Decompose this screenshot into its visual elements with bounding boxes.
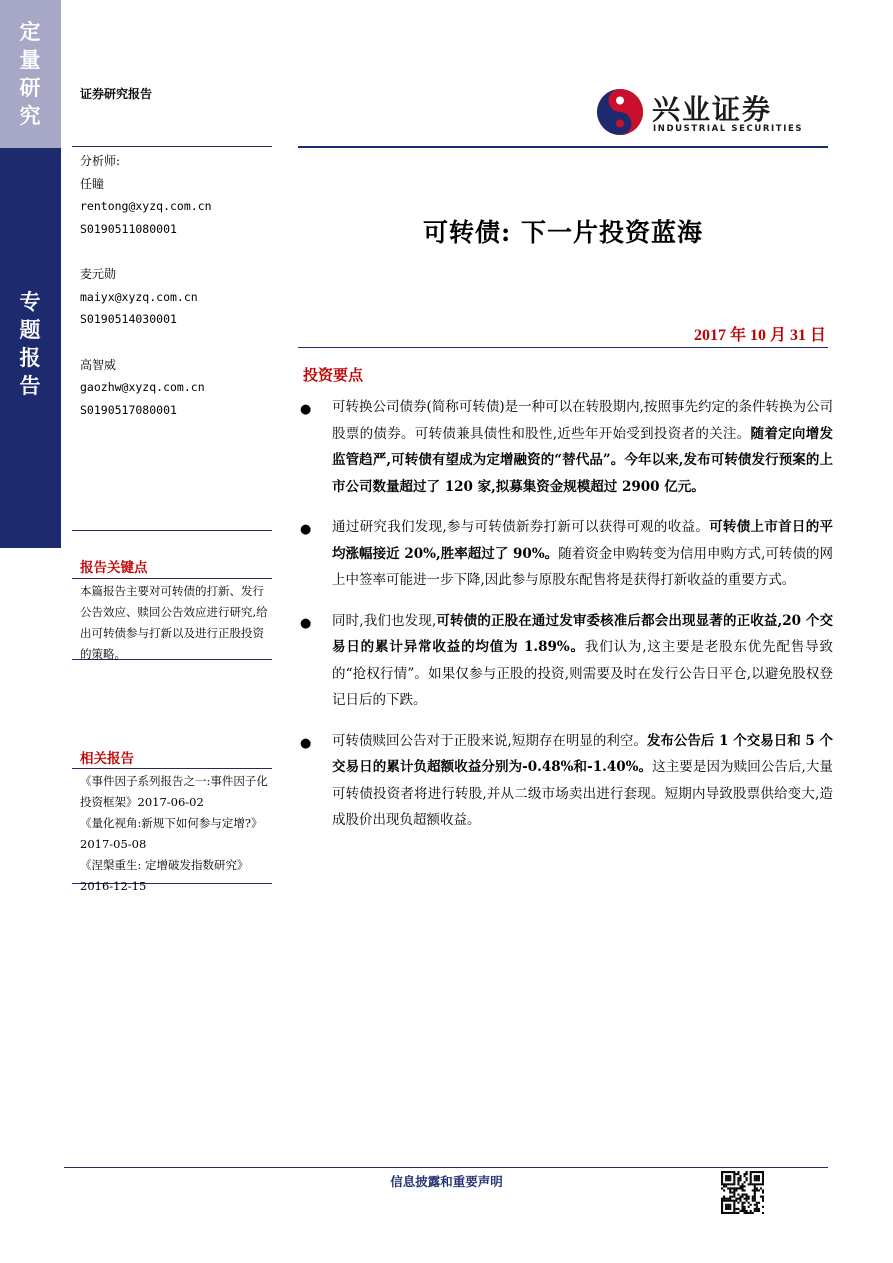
report-title: 可转债: 下一片投资蓝海 bbox=[423, 218, 703, 247]
analyst-email[interactable]: rentong@xyzq.com.cn bbox=[80, 199, 212, 213]
analyst-email[interactable]: maiyx@xyzq.com.cn bbox=[80, 289, 198, 304]
key-point-item bbox=[298, 394, 833, 500]
report-points-text: 本篇报告主要对可转债的打新、发行公告效应、赎回公告效应进行研究,给出可转债参与打新以及进行正股投资的策略。 bbox=[80, 584, 268, 661]
key-points-list bbox=[298, 394, 833, 848]
analyst-name: 任瞳 bbox=[80, 176, 105, 191]
key-point-text: 可转债的正股在通过发审委核准后都会出现显著的正收益,20 个交易日的累计异常收益的均值为 1.89%。 bbox=[332, 612, 833, 655]
sidebar-top-band bbox=[0, 0, 61, 148]
bullet-icon: ● bbox=[300, 735, 312, 751]
report-points-title: 报告关键点 bbox=[80, 560, 148, 576]
key-point-text: 同时,我们也发现, bbox=[332, 612, 437, 629]
bullet-icon: ● bbox=[300, 522, 312, 537]
logo-mark-icon bbox=[596, 86, 650, 138]
related-reports-title: 相关报告 bbox=[80, 751, 134, 767]
key-point-item bbox=[298, 608, 833, 714]
logo-chinese-text: 兴业证券 bbox=[652, 93, 773, 126]
analyst-list bbox=[80, 150, 270, 421]
analyst-email[interactable]: gaozhw@xyzq.com.cn bbox=[80, 380, 205, 394]
related-reports-box bbox=[72, 768, 272, 893]
sidebar-bottom-band bbox=[0, 148, 61, 548]
key-point-text: 可转换公司债券(简称可转债)是一种可以在转股期内,按照事先约定的条件转换为公司股票的债券。可转债兼具债性和股性,近些年开始受到投资者的关注。 bbox=[332, 399, 833, 442]
report-date: 2017 年 10 月 31 日 bbox=[693, 327, 826, 344]
logo-english-text: INDUSTRIAL SECURITIES bbox=[653, 124, 804, 134]
key-point-text: 我们认为,这主要是老股东优先配售导致的“抢权行情”。如果仅参与正股的投资,则需要及时在发行公告日平仓,以避免股权登记日后的下跌。 bbox=[332, 639, 833, 708]
key-point-text: 通过研究我们发现,参与可转债新券打新可以获得可观的收益。 bbox=[332, 519, 710, 535]
key-point-text: 可转债赎回公告对于正股来说,短期存在明显的利空。 bbox=[332, 732, 647, 749]
divider bbox=[72, 146, 272, 147]
divider bbox=[64, 1167, 828, 1168]
analyst-name: 麦元勋 bbox=[80, 267, 117, 281]
analyst-name: 高智威 bbox=[80, 357, 117, 372]
analyst-cert: S0190511080001 bbox=[80, 221, 177, 236]
sidebar-bottom-label: 专 题 报 告 bbox=[19, 289, 42, 398]
related-report-link[interactable]: 《事件因子系列报告之一:事件因子化投资框架》2017-06-02 bbox=[80, 774, 268, 809]
analyst-label: 分析师: bbox=[80, 154, 121, 168]
bullet-icon: ● bbox=[300, 615, 312, 631]
divider bbox=[298, 146, 828, 148]
sidebar-top-label: 定 量 研 究 bbox=[19, 19, 42, 128]
analyst-cert: S0190514030001 bbox=[80, 312, 177, 326]
report-points-box bbox=[72, 578, 272, 660]
key-point-text: 发布公告后 1 个交易日和 5 个交易日的累计负超额收益分别为-0.48%和-1.40%。 bbox=[332, 732, 834, 775]
key-point-item bbox=[298, 514, 833, 594]
key-point-item bbox=[298, 728, 833, 834]
divider bbox=[72, 530, 272, 531]
key-point-text: 这主要是因为赎回公告后,大量可转债投资者将进行转股,并从二级市场卖出进行套现。短期内导致股票供给变大,造成股价出现负超额收益。 bbox=[332, 759, 833, 828]
bullet-icon: ● bbox=[300, 402, 312, 417]
analyst-cert: S0190517080001 bbox=[80, 402, 177, 417]
key-point-text: 随着定向增发监管趋严,可转债有望成为定增融资的“替代品”。今年以来,发布可转债发行预案的上市公司数量超过了 120 家,拟募集资金规模超过 2900 亿元。 bbox=[332, 425, 834, 495]
key-points-title: 投资要点 bbox=[303, 366, 364, 384]
key-point-text: 随着资金申购转变为信用申购方式,可转债的网上中签率可能进一步下降,因此参与原股东配售将是获得打新收益的重要方式。 bbox=[332, 545, 833, 588]
qr-code-icon bbox=[721, 1171, 764, 1214]
related-report-link[interactable]: 《涅槃重生: 定增破发指数研究》2016-12-15 bbox=[80, 858, 249, 893]
related-report-link[interactable]: 《量化视角:新规下如何参与定增?》2017-05-08 bbox=[80, 816, 263, 851]
company-logo bbox=[596, 86, 826, 138]
disclosure-link[interactable]: 信息披露和重要声明 bbox=[390, 1174, 503, 1189]
doc-type-label: 证券研究报告 bbox=[80, 87, 153, 101]
key-point-text: 可转债上市首日的平均涨幅接近 20%,胜率超过了 90%。 bbox=[332, 519, 834, 562]
divider bbox=[298, 347, 828, 348]
